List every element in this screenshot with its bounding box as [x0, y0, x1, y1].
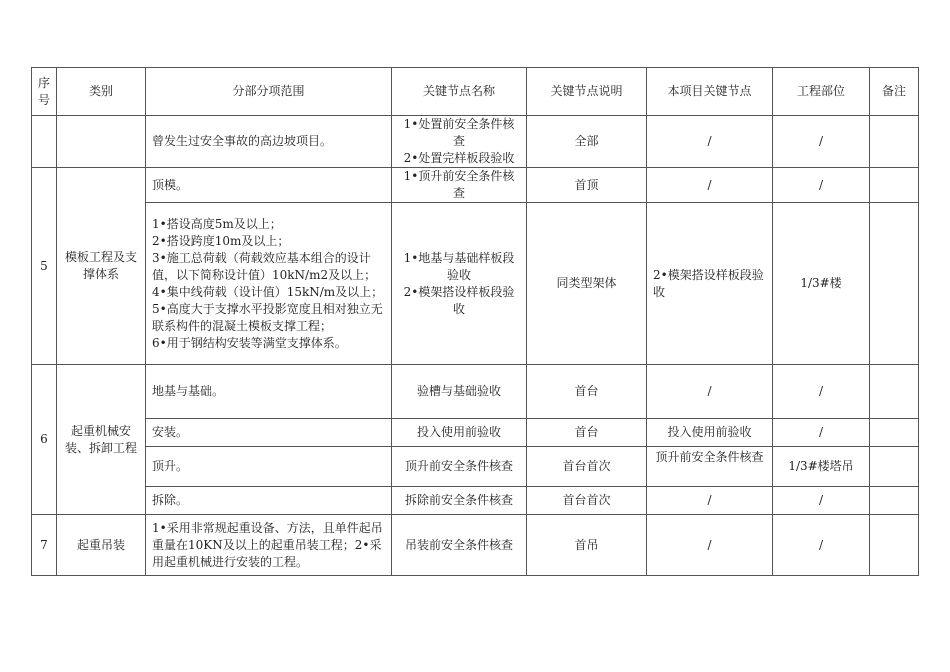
header-seq: 序号: [32, 68, 57, 116]
remark-cell: [870, 116, 919, 168]
remark-cell: [870, 203, 919, 365]
scope-cell: 安装。: [146, 419, 392, 447]
table-row: [32, 168, 919, 203]
remark-cell: [870, 515, 919, 576]
node-desc-cell: 首台首次: [527, 487, 647, 515]
table-row: [32, 419, 919, 447]
safety-key-node-table: [31, 67, 919, 576]
header-category: 类别: [57, 68, 146, 116]
header-row: [32, 68, 919, 116]
location-cell: /: [773, 487, 870, 515]
remark-cell: [870, 419, 919, 447]
category-cell: [57, 116, 146, 168]
location-cell: /: [773, 116, 870, 168]
node-name-cell: 投入使用前验收: [392, 419, 527, 447]
seq-cell: 6: [32, 365, 57, 515]
table-row: [32, 487, 919, 515]
table-row: [32, 447, 919, 487]
node-desc-cell: 首吊: [527, 515, 647, 576]
header-node-name: 关键节点名称: [392, 68, 527, 116]
location-cell: /: [773, 515, 870, 576]
scope-cell: 顶升。: [146, 447, 392, 487]
project-node-cell: /: [647, 116, 773, 168]
remark-cell: [870, 447, 919, 487]
location-cell: 1/3#楼: [773, 203, 870, 365]
project-node-cell: /: [647, 365, 773, 419]
scope-cell: 地基与基础。: [146, 365, 392, 419]
table-row: [32, 203, 919, 365]
project-node-cell: /: [647, 515, 773, 576]
table-row: [32, 515, 919, 576]
remark-cell: [870, 365, 919, 419]
scope-cell: 拆除。: [146, 487, 392, 515]
project-node-cell: /: [647, 168, 773, 203]
node-name-cell: 1•顶升前安全条件核查: [392, 168, 527, 203]
node-name-cell: 1•地基与基础样板段验收 2•模架搭设样板段验收: [392, 203, 527, 365]
node-name-cell: 拆除前安全条件核查: [392, 487, 527, 515]
header-scope: 分部分项范围: [146, 68, 392, 116]
node-desc-cell: 首台首次: [527, 447, 647, 487]
scope-cell: 1•搭设高度5m及以上； 2•搭设跨度10m及以上； 3•施工总荷载（荷载效应基本组合的设计值，以下简称设计值）10kN/m2及以上； 4•集中线荷载（设计值）15kN/m及以上；5•高度大于支撑水平投影宽度且相对独立无联系构件的混凝土模板支撑工程； 6•用于钢结构安装等满堂支撑体系。: [146, 203, 392, 365]
node-desc-cell: 同类型架体: [527, 203, 647, 365]
category-cell: 起重机械安装、拆卸工程: [57, 365, 146, 515]
category-cell: 起重吊装: [57, 515, 146, 576]
location-cell: /: [773, 168, 870, 203]
node-desc-cell: 全部: [527, 116, 647, 168]
node-name-cell: 验槽与基础验收: [392, 365, 527, 419]
header-project-node: 本项目关键节点: [647, 68, 773, 116]
location-cell: /: [773, 419, 870, 447]
seq-cell: [32, 116, 57, 168]
scope-cell: 1•采用非常规起重设备、方法，且单件起吊重量在10KN及以上的起重吊装工程；2•采用起重机械进行安装的工程。: [146, 515, 392, 576]
project-node-cell: /: [647, 487, 773, 515]
node-desc-cell: 首顶: [527, 168, 647, 203]
category-cell: 模板工程及支撑体系: [57, 168, 146, 365]
header-location: 工程部位: [773, 68, 870, 116]
remark-cell: [870, 487, 919, 515]
scope-cell: 曾发生过安全事故的高边坡项目。: [146, 116, 392, 168]
scope-cell: 顶模。: [146, 168, 392, 203]
node-name-cell: 1•处置前安全条件核查 2•处置完样板段验收: [392, 116, 527, 168]
header-remark: 备注: [870, 68, 919, 116]
project-node-cell: 顶升前安全条件核查: [647, 447, 773, 487]
header-node-desc: 关键节点说明: [527, 68, 647, 116]
location-cell: /: [773, 365, 870, 419]
remark-cell: [870, 168, 919, 203]
seq-cell: 7: [32, 515, 57, 576]
location-cell: 1/3#楼塔吊: [773, 447, 870, 487]
seq-cell: 5: [32, 168, 57, 365]
node-desc-cell: 首台: [527, 419, 647, 447]
node-name-cell: 顶升前安全条件核查: [392, 447, 527, 487]
project-node-cell: 2•模架搭设样板段验收: [647, 203, 773, 365]
table-row: [32, 365, 919, 419]
node-desc-cell: 首台: [527, 365, 647, 419]
table-row: [32, 116, 919, 168]
project-node-cell: 投入使用前验收: [647, 419, 773, 447]
node-name-cell: 吊装前安全条件核查: [392, 515, 527, 576]
